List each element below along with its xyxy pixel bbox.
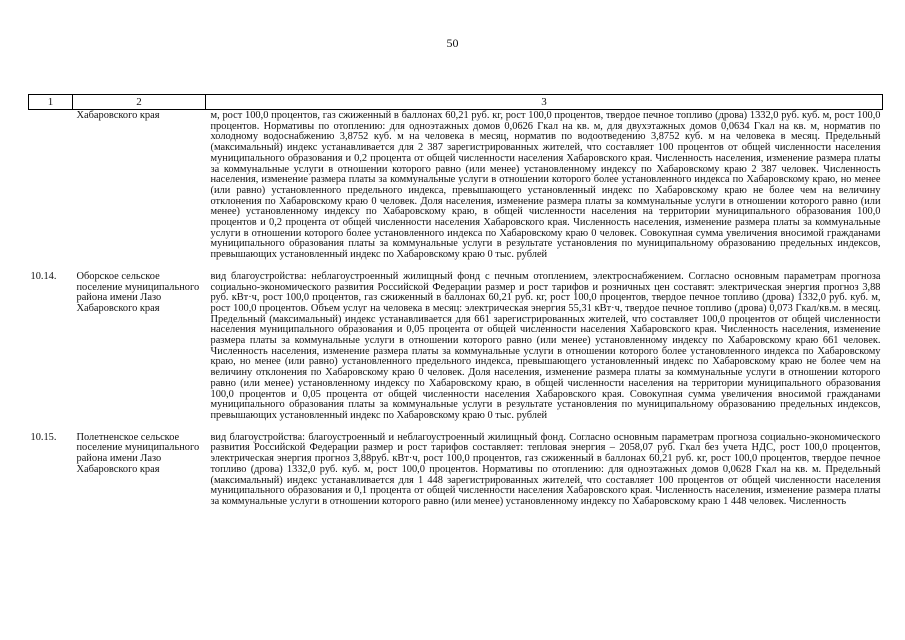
row-description: м, рост 100,0 процентов, газ сжиженный в баллонах 60,21 руб. кг, рост 100,0 процентов, твердое печное топливо (дрова) 1332,0 руб. куб. м, рост 100,0 процентов. Нормативы по отоплению: для одноэтажных домов 0,0626 Гкал на кв. м, для двухэтажных домов 0,0634 Гкал на кв. м, норматив по холодному водоснабжению 3,8752 куб. м на человека в месяц, норматив по водоотведению 3,8752 куб. м на человека в месяц. Предельный (максимальный) индекс устанавливается для 2 387 зарегистрированных жителей, что составляет 100 процентов от общей численности населения муниципального образования и 0,2 процента от общей численности населения Хабаровского края. Численность населения, изменение размера платы за коммунальные услуги в отношении которого равно (или менее) установленному индексу по Хабаровскому краю 2 387 человек. Численность населения, изменение размера платы за коммунальные услуги в отношении которого более установленного индекса по Хабаровскому краю, но менее (или равно) установленного предельного индекса, превышающего установленный индекс по Хабаровскому краю не более чем на величину отклонения по Хабаровскому краю 0 человек. Доля населения, изменение размера платы за коммунальные услуги в отношении которого равно (или менее) установленному индексу по Хабаровскому краю, в общей численности населения на территории муниципального образования 100,0 процентов и 0,2 процента от общей численности населения Хабаровского края. Численность населения, изменение размера платы за коммунальные услуги в отношении которого более установленного индекса по Хабаровскому краю 0 человек. Совокупная сумма увеличения вносимой гражданами муниципального образования платы за коммунальные услуги в результате установления по муниципальному образованию предельных индексов, превышающих установленный индекс по Хабаровскому краю 0 тыс. рублей (210, 110, 881, 261)
municipality-name: Оборское сельское поселение муниципального района имени Лазо Хабаровского края (76, 270, 200, 314)
row-number: 10.15. (30, 431, 57, 443)
table-header-row (29, 95, 883, 110)
column-header-2: 2 (73, 95, 206, 110)
table-row (29, 422, 883, 508)
table-row (29, 261, 883, 422)
row-number: 10.14. (30, 270, 57, 282)
row-number (29, 110, 73, 261)
municipality-name: Хабаровского края (76, 110, 160, 121)
page-number: 50 (446, 36, 459, 50)
table-row (29, 110, 883, 261)
row-description: вид благоустройства: неблагоустроенный жилищный фонд с печным отоплением, электроснабжением. Согласно основным параметрам прогноза социально-экономического развития Российской Федерации размер и рост тарифов и розничных цен составят: электрическая энергия прогноз 3,88 руб. кВт·ч, рост 100,0 процентов, газ сжиженный в баллонах 60,21 руб. кг, рост 100,0 процентов, твердое печное топливо (дрова) 1332,0 руб. куб. м, рост 100,0 процентов. Объем услуг на человека в месяц: электрическая энергия 55,31 кВт·ч, твердое печное топливо (дрова) 0,073 Гкал/кв.м. в месяц. Предельный (максимальный) индекс устанавливается для 661 зарегистрированных жителей, что составляет 100,0 процентов от общей численности населения муниципального образования и 0,05 процента от общей численности населения Хабаровского края. Численность населения, изменение размера платы за коммунальные услуги в отношении которого равно (или менее) установленному индексу по Хабаровскому краю 661 человек. Численность населения, изменение размера платы за коммунальные услуги в отношении которого более установленного индекса по Хабаровскому краю, но менее (или равно) установленного предельного индекса, превышающего установленный индекс по Хабаровскому краю не более чем на величину отклонения по Хабаровскому краю 0 человек. Доля населения, изменение размера платы за коммунальные услуги в отношении которого равно (или менее) установленному индексу по Хабаровскому краю, в общей численности населения на территории муниципального образования 100,0 процентов и 0,05 процента от общей численности населения Хабаровского края. Совокупная сумма увеличения вносимой гражданами муниципального образования платы за коммунальные услуги в результате установления по муниципальному образованию предельных индексов, превышающих установленный индекс по Хабаровскому краю 0 тыс. рублей (210, 270, 881, 421)
column-header-3: 3 (206, 95, 883, 110)
municipality-name: Полетненское сельское поселение муниципального района имени Лазо Хабаровского края (76, 431, 200, 475)
document-table (28, 94, 883, 508)
row-description: вид благоустройства: благоустроенный и неблагоустроенный жилищный фонд. Согласно основным параметрам прогноза социально-экономического развития Российской Федерации размер и рост тарифов составляет: тепловая энергия – 2058,07 руб. Гкал без учета НДС, рост 100,0 процентов, электрическая энергия прогноз 3,88руб. кВт·ч, рост 100,0 процентов, газ сжиженный в баллонах 60,21 руб. кг, рост 100,0 процентов, твердое печное топливо (дрова) 1332,0 руб. куб. м, рост 100,0 процентов. Нормативы по отоплению: для одноэтажных домов 0,0628 Гкал на кв. м. Предельный (максимальный) индекс устанавливается для 1 448 зарегистрированных жителей, что составляет 100 процентов от общей численности населения муниципального образования и 0,1 процента от общей численности населения Хабаровского края. Численность населения, изменение размера платы за коммунальные услуги в отношении которого равно (или менее) установленному индексу по Хабаровскому краю 1 448 человек. Численность (210, 431, 881, 507)
column-header-1: 1 (29, 95, 73, 110)
